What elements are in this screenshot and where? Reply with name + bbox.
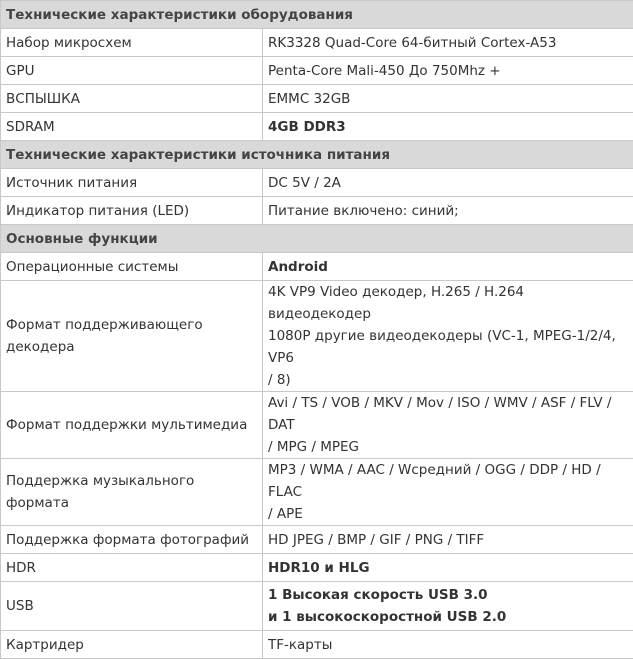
row-value-card-reader: TF-карты xyxy=(263,631,633,659)
section-header-power xyxy=(1,141,633,169)
row-label-power-source: Источник питания xyxy=(1,169,263,197)
table-row xyxy=(1,169,633,197)
row-label-chipset: Набор микросхем xyxy=(1,29,263,57)
row-label-os: Операционные системы xyxy=(1,253,263,281)
table-row xyxy=(1,526,633,554)
row-label-power-led: Индикатор питания (LED) xyxy=(1,197,263,225)
row-value-usb xyxy=(263,582,633,631)
table-row xyxy=(1,253,633,281)
row-value-os: Android xyxy=(263,253,633,281)
section-title: Технические характеристики источника питания xyxy=(1,141,633,169)
value-line: 1 Высокая скорость USB 3.0 xyxy=(268,584,628,606)
row-label-decoder: Формат поддерживающего декодера xyxy=(1,281,263,392)
row-value-power-led: Питание включено: синий; xyxy=(263,197,633,225)
section-header-hardware xyxy=(1,1,633,29)
row-label-hdr: HDR xyxy=(1,554,263,582)
table-row xyxy=(1,85,633,113)
value-line: / 8) xyxy=(268,369,628,391)
row-label-usb: USB xyxy=(1,582,263,631)
section-title: Технические характеристики оборудования xyxy=(1,1,633,29)
row-value-sdram: 4GB DDR3 xyxy=(263,113,633,141)
row-value-flash: EMMC 32GB xyxy=(263,85,633,113)
row-value-power-source: DC 5V / 2A xyxy=(263,169,633,197)
value-line: Avi / TS / VOB / MKV / Mov / ISO / WMV / ASF / FLV / DAT xyxy=(268,392,628,436)
table-row xyxy=(1,281,633,392)
value-line: / MPG / MPEG xyxy=(268,436,628,458)
section-title: Основные функции xyxy=(1,225,633,253)
table-row xyxy=(1,392,633,459)
row-label-photo: Поддержка формата фотографий xyxy=(1,526,263,554)
table-row xyxy=(1,459,633,526)
row-label-music: Поддержка музыкального формата xyxy=(1,459,263,526)
row-value-hdr: HDR10 и HLG xyxy=(263,554,633,582)
table-row xyxy=(1,29,633,57)
value-line: / APE xyxy=(268,503,628,525)
value-line: 1080P другие видеодекодеры (VC-1, MPEG-1/2/4, VP6 xyxy=(268,325,628,369)
row-value-chipset: RK3328 Quad-Core 64-битный Cortex-A53 xyxy=(263,29,633,57)
row-value-multimedia xyxy=(263,392,633,459)
table-row xyxy=(1,57,633,85)
row-label-sdram: SDRAM xyxy=(1,113,263,141)
table-row xyxy=(1,113,633,141)
value-line: MP3 / WMA / AAC / Wсредний / OGG / DDP / HD / FLAC xyxy=(268,459,628,503)
table-row xyxy=(1,631,633,659)
row-value-gpu: Penta-Core Mali-450 До 750Mhz + xyxy=(263,57,633,85)
row-label-card-reader: Картридер xyxy=(1,631,263,659)
row-label-multimedia: Формат поддержки мультимедиа xyxy=(1,392,263,459)
table-row xyxy=(1,197,633,225)
row-label-gpu: GPU xyxy=(1,57,263,85)
section-header-functions xyxy=(1,225,633,253)
row-value-music xyxy=(263,459,633,526)
row-value-decoder xyxy=(263,281,633,392)
value-line: 4K VP9 Video декодер, H.265 / H.264 видеодекодер xyxy=(268,281,628,325)
row-value-photo: HD JPEG / BMP / GIF / PNG / TIFF xyxy=(263,526,633,554)
table-row xyxy=(1,554,633,582)
table-row xyxy=(1,582,633,631)
value-line: и 1 высокоскоростной USB 2.0 xyxy=(268,606,628,628)
row-label-flash: ВСПЫШКА xyxy=(1,85,263,113)
